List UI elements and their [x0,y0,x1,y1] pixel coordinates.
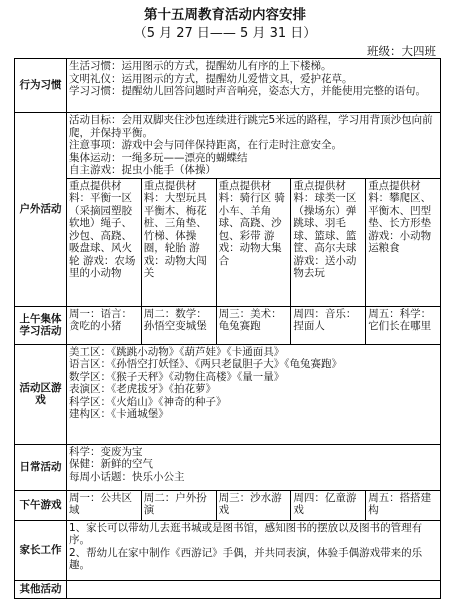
areas-content [67,344,441,444]
class-label: 班级：大四班 [367,44,436,58]
schedule-table [14,58,441,599]
daily-label: 日常活动 [15,444,67,490]
outdoor-day-tue: 重点提供材料：大型玩具平衡木、梅花桩、三角垫、竹梯、体操圈，轮胎 游戏：动物大闯关 [141,178,216,306]
afternoon-day-wed: 周三：沙水游戏 [216,490,291,520]
page-title: 第十五周教育活动内容安排 [144,7,306,23]
parents-item: 2、帮幼儿在家中制作《西游记》手偶，并共同表演，体验手偶游戏带来的乐趣。 [69,546,423,571]
parents-content [67,520,441,580]
outdoor-group: 集体运动：一绳多玩——漂亮的蝴蝶结 [69,151,248,164]
morning-row [15,306,441,344]
outdoor-note: 注意事项：游戏中会与同伴保持距离，在行走时注意安全。 [69,139,342,151]
area-construction: 建构区：《卡通城堡》 [69,408,169,420]
morning-day-wed: 周三：美术：龟兔赛跑 [216,306,291,344]
area-science: 科学区：《火焰山》《神奇的种子》 [69,395,227,408]
area-art: 美工区：《跳跳小动物》《葫芦娃》《卡通面具》 [69,345,285,358]
areas-row [15,344,441,444]
behavior-row [15,59,441,113]
parents-row [15,520,441,580]
outdoor-intro-row [15,113,441,179]
outdoor-day-fri: 重点提供材料：攀爬区、平衡木、凹型垫、长方形垫 游戏：小动物运粮食 [366,178,441,306]
date-range: （5 月 27 日—— 5 月 31 日） [133,26,317,41]
outdoor-day-wed: 重点提供材料：骑行区 骑小车、羊角球、高跷、沙包、彩带 游戏：动物大集合 [216,178,291,306]
parents-label: 家长工作 [15,520,67,580]
afternoon-day-mon: 周一：公共区域 [67,490,142,520]
outdoor-days-row [15,178,441,306]
morning-label: 上午集体学习活动 [15,306,67,344]
morning-day-fri: 周五：科学：它们长在哪里 [366,306,441,344]
area-performance: 表演区：《老虎拔牙》《拍花萝》 [69,383,216,395]
morning-day-thu: 周四：音乐：捏面人 [291,306,366,344]
behavior-line: 文明礼仪：运用图示的方式，提醒幼儿爱惜文具，爱护花草。 [69,72,353,85]
behavior-line: 学习习惯：提醒幼儿回答问题时声音响亮，姿态大方，并能使用完整的语句。 [69,85,426,97]
afternoon-label: 下午游戏 [15,490,67,520]
behavior-line: 生活习惯：运用图示的方式，提醒幼儿有序的上下楼梯。 [69,60,332,72]
morning-day-tue: 周二：数学：孙悟空变城堡 [141,306,216,344]
behavior-content [67,59,441,113]
outdoor-label: 户外活动 [15,113,67,307]
daily-row [15,444,441,490]
afternoon-day-tue: 周二：户外扮演 [141,490,216,520]
outdoor-day-mon: 重点提供材料：平衡一区（采摘园塑胶软地）绳子、沙包、高跷、吸盘球、风火轮 游戏：农场里的小动物 [67,178,142,306]
outdoor-free: 自主游戏：捉虫小能手（体操） [69,164,216,176]
daily-topic: 每周小话题：快乐小公主 [69,470,185,483]
outdoor-intro [67,113,441,179]
other-label: 其他活动 [15,580,67,598]
daily-content [67,444,441,490]
other-row [15,580,441,598]
area-language: 语言区：《孙悟空打妖怪》、《两只老鼠胆子大》《龟兔赛跑》 [69,358,342,370]
afternoon-day-fri: 周五：搭搭建构 [366,490,441,520]
other-content [67,580,441,598]
area-math: 数学区：《猴子天秤》《动物住高楼》《量一量》 [69,370,285,383]
afternoon-row [15,490,441,520]
daily-health: 保健：新鲜的空气 [69,458,153,470]
afternoon-day-thu: 周四：亿童游戏 [291,490,366,520]
outdoor-day-thu: 重点提供材料：球类一区（操场东）弹跳球、羽毛球、篮球、篮筐、高尔夫球 游戏：送小动物去玩 [291,178,366,306]
morning-day-mon: 周一：语言：贪吃的小猪 [67,306,142,344]
outdoor-goal: 活动目标：会用双脚夹住沙包连续进行跳完5米远的路程，学习用背顶沙包向前爬，并保持平衡。 [69,114,433,139]
parents-item: 1、家长可以带幼儿去逛书城或是图书馆，感知图书的摆放以及图书的管理有序。 [69,521,423,546]
daily-science: 科学：变废为宝 [69,445,143,458]
behavior-label: 行为习惯 [15,59,67,113]
areas-label: 活动区游戏 [15,344,67,444]
